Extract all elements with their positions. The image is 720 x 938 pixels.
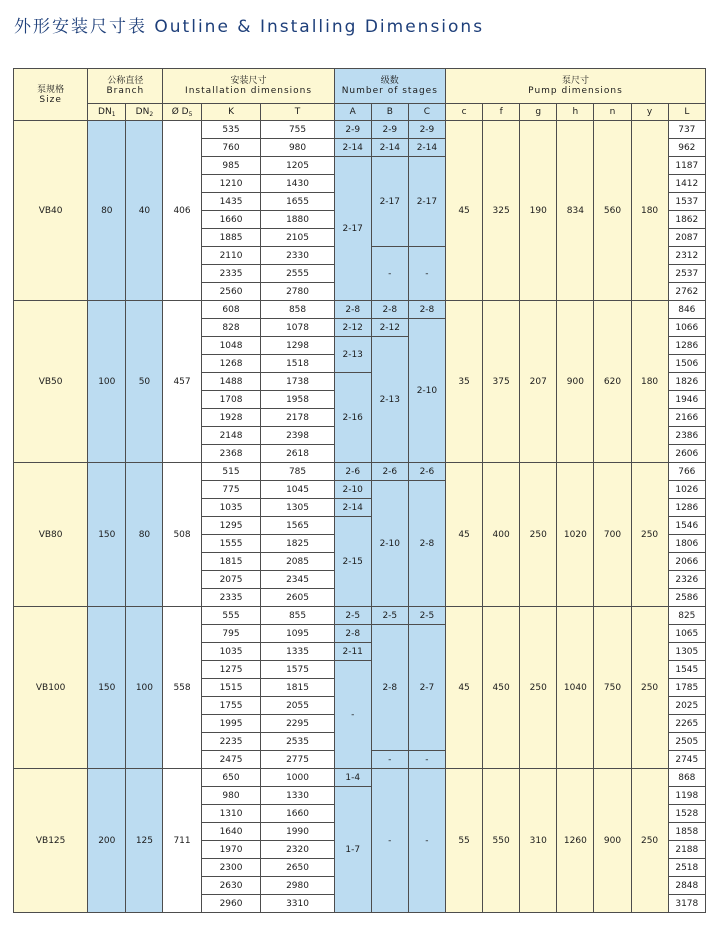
t-cell: 1738 (261, 373, 334, 391)
k-cell: 608 (201, 301, 261, 319)
t-cell: 2398 (261, 427, 334, 445)
l-cell: 2586 (668, 589, 705, 607)
stage-c-cell: - (408, 769, 445, 913)
k-cell: 980 (201, 787, 261, 805)
k-cell: 828 (201, 319, 261, 337)
table-row (14, 301, 706, 319)
l-cell: 1286 (668, 499, 705, 517)
installation-header (163, 69, 334, 104)
t-cell: 1575 (261, 661, 334, 679)
t-header: T (261, 104, 334, 121)
n-cell: 900 (594, 769, 631, 913)
k-cell: 1295 (201, 517, 261, 535)
stage-c-cell: 2-6 (408, 463, 445, 481)
l-cell: 2537 (668, 265, 705, 283)
od-cell: 457 (163, 301, 201, 463)
table-row (14, 607, 706, 625)
c-cell: 45 (445, 607, 482, 769)
stage-c-cell: 2-8 (408, 301, 445, 319)
t-cell: 2618 (261, 445, 334, 463)
l-cell: 962 (668, 139, 705, 157)
stage-a-cell: 2-12 (334, 319, 371, 337)
t-cell: 1000 (261, 769, 334, 787)
stage-a-cell: 2-15 (334, 517, 371, 607)
model-cell: VB50 (14, 301, 88, 463)
k-cell: 1555 (201, 535, 261, 553)
dn2-header (126, 104, 163, 121)
l-cell: 1305 (668, 643, 705, 661)
l-cell: 1862 (668, 211, 705, 229)
l-header: L (668, 104, 705, 121)
stage-a-cell: - (334, 661, 371, 769)
t-cell: 2345 (261, 571, 334, 589)
t-cell: 1958 (261, 391, 334, 409)
k-header: K (201, 104, 261, 121)
l-cell: 1946 (668, 391, 705, 409)
dn2-cell: 40 (126, 121, 163, 301)
t-cell: 2085 (261, 553, 334, 571)
dn1-cell: 150 (88, 607, 126, 769)
t-cell: 2650 (261, 859, 334, 877)
stage-a-cell: 2-16 (334, 373, 371, 463)
f-cell: 375 (483, 301, 520, 463)
g-cell: 207 (520, 301, 557, 463)
branch-header (88, 69, 163, 104)
l-cell: 1066 (668, 319, 705, 337)
l-cell: 2025 (668, 697, 705, 715)
l-cell: 846 (668, 301, 705, 319)
l-cell: 737 (668, 121, 705, 139)
t-cell: 1078 (261, 319, 334, 337)
page-title: 外形安装尺寸表 Outline & Installing Dimensions (14, 17, 485, 37)
size-header-cn: 泵规格 (37, 84, 65, 95)
t-cell: 1518 (261, 355, 334, 373)
t-cell: 1298 (261, 337, 334, 355)
l-cell: 1545 (668, 661, 705, 679)
stage-a-cell: 2-6 (334, 463, 371, 481)
k-cell: 1640 (201, 823, 261, 841)
k-cell: 2075 (201, 571, 261, 589)
t-cell: 1815 (261, 679, 334, 697)
branch-header-en: Branch (106, 86, 145, 96)
l-cell: 2066 (668, 553, 705, 571)
t-cell: 2105 (261, 229, 334, 247)
y-header: y (631, 104, 668, 121)
t-cell: 2320 (261, 841, 334, 859)
k-cell: 1928 (201, 409, 261, 427)
l-cell: 2312 (668, 247, 705, 265)
k-cell: 515 (201, 463, 261, 481)
k-cell: 2148 (201, 427, 261, 445)
dn1-cell: 100 (88, 301, 126, 463)
k-cell: 760 (201, 139, 261, 157)
stage-b-cell: 2-9 (371, 121, 408, 139)
stage-a-cell: 2-11 (334, 643, 371, 661)
stage-b-cell: - (371, 247, 408, 301)
stage-b-cell: 2-12 (371, 319, 408, 337)
dn2-label: DN (135, 107, 150, 117)
k-cell: 650 (201, 769, 261, 787)
od-cell: 406 (163, 121, 201, 301)
dn2-cell: 50 (126, 301, 163, 463)
t-cell: 2330 (261, 247, 334, 265)
k-cell: 1035 (201, 499, 261, 517)
k-cell: 1035 (201, 643, 261, 661)
stage-a-cell: 2-10 (334, 481, 371, 499)
l-cell: 766 (668, 463, 705, 481)
l-cell: 3178 (668, 895, 705, 913)
c-cell: 45 (445, 463, 482, 607)
t-cell: 1825 (261, 535, 334, 553)
n-cell: 620 (594, 301, 631, 463)
k-cell: 795 (201, 625, 261, 643)
od-cell: 711 (163, 769, 201, 913)
l-cell: 1506 (668, 355, 705, 373)
f-cell: 400 (483, 463, 520, 607)
l-cell: 1858 (668, 823, 705, 841)
l-cell: 868 (668, 769, 705, 787)
k-cell: 2630 (201, 877, 261, 895)
k-cell: 1885 (201, 229, 261, 247)
t-cell: 1330 (261, 787, 334, 805)
stage-b-cell: 2-8 (371, 625, 408, 751)
t-cell: 858 (261, 301, 334, 319)
g-cell: 250 (520, 607, 557, 769)
f-cell: 550 (483, 769, 520, 913)
n-cell: 700 (594, 463, 631, 607)
l-cell: 2518 (668, 859, 705, 877)
t-cell: 855 (261, 607, 334, 625)
t-cell: 1205 (261, 157, 334, 175)
t-cell: 1430 (261, 175, 334, 193)
c-stage-header: C (408, 104, 445, 121)
t-cell: 1880 (261, 211, 334, 229)
k-cell: 2335 (201, 265, 261, 283)
l-cell: 1537 (668, 193, 705, 211)
stage-a-cell: 2-8 (334, 625, 371, 643)
stage-b-cell: 2-17 (371, 157, 408, 247)
k-cell: 2368 (201, 445, 261, 463)
stage-c-cell: 2-7 (408, 625, 445, 751)
l-cell: 1806 (668, 535, 705, 553)
k-cell: 2335 (201, 589, 261, 607)
od-label: Ø D (171, 107, 189, 117)
dn1-header (88, 104, 126, 121)
c-cell: 55 (445, 769, 482, 913)
stage-a-cell: 2-17 (334, 157, 371, 301)
t-cell: 755 (261, 121, 334, 139)
k-cell: 1210 (201, 175, 261, 193)
k-cell: 555 (201, 607, 261, 625)
k-cell: 1660 (201, 211, 261, 229)
k-cell: 985 (201, 157, 261, 175)
stage-a-cell: 2-14 (334, 499, 371, 517)
k-cell: 1970 (201, 841, 261, 859)
t-cell: 2780 (261, 283, 334, 301)
y-cell: 250 (631, 463, 668, 607)
k-cell: 2960 (201, 895, 261, 913)
l-cell: 2386 (668, 427, 705, 445)
t-cell: 785 (261, 463, 334, 481)
t-cell: 1660 (261, 805, 334, 823)
b-header: B (371, 104, 408, 121)
stage-b-cell: - (371, 769, 408, 913)
stages-header-cn: 级数 (380, 76, 399, 86)
g-cell: 190 (520, 121, 557, 301)
stage-c-cell: 2-8 (408, 481, 445, 607)
t-cell: 2775 (261, 751, 334, 769)
stage-b-cell: 2-10 (371, 481, 408, 607)
k-cell: 1755 (201, 697, 261, 715)
t-cell: 1045 (261, 481, 334, 499)
h-header: h (557, 104, 594, 121)
model-cell: VB40 (14, 121, 88, 301)
l-cell: 1065 (668, 625, 705, 643)
k-cell: 2235 (201, 733, 261, 751)
h-cell: 834 (557, 121, 594, 301)
table-row (14, 121, 706, 139)
t-cell: 1655 (261, 193, 334, 211)
table-row (14, 463, 706, 481)
l-cell: 1785 (668, 679, 705, 697)
k-cell: 1268 (201, 355, 261, 373)
t-cell: 2535 (261, 733, 334, 751)
c-cell: 35 (445, 301, 482, 463)
l-cell: 2762 (668, 283, 705, 301)
stage-c-cell: - (408, 247, 445, 301)
stage-a-cell: 1-4 (334, 769, 371, 787)
stage-a-cell: 2-13 (334, 337, 371, 373)
header-row-sub (14, 104, 706, 121)
stage-c-cell: 2-17 (408, 157, 445, 247)
dn2-cell: 100 (126, 607, 163, 769)
l-cell: 1528 (668, 805, 705, 823)
t-cell: 2055 (261, 697, 334, 715)
l-cell: 2188 (668, 841, 705, 859)
l-cell: 1286 (668, 337, 705, 355)
dn2-cell: 80 (126, 463, 163, 607)
k-cell: 2475 (201, 751, 261, 769)
dimensions-table (13, 68, 706, 913)
t-cell: 2980 (261, 877, 334, 895)
t-cell: 1095 (261, 625, 334, 643)
h-cell: 1040 (557, 607, 594, 769)
dn1-subscript: 1 (111, 111, 116, 118)
l-cell: 2326 (668, 571, 705, 589)
stage-c-cell: 2-10 (408, 319, 445, 463)
n-cell: 750 (594, 607, 631, 769)
l-cell: 2505 (668, 733, 705, 751)
y-cell: 180 (631, 121, 668, 301)
od-cell: 508 (163, 463, 201, 607)
l-cell: 1187 (668, 157, 705, 175)
h-cell: 1260 (557, 769, 594, 913)
stage-a-cell: 1-7 (334, 787, 371, 913)
c-header: c (445, 104, 482, 121)
stage-a-cell: 2-8 (334, 301, 371, 319)
stage-b-cell: 2-6 (371, 463, 408, 481)
f-header: f (483, 104, 520, 121)
t-cell: 2605 (261, 589, 334, 607)
table-row (14, 769, 706, 787)
t-cell: 980 (261, 139, 334, 157)
od-subscript: 5 (188, 111, 193, 118)
k-cell: 1435 (201, 193, 261, 211)
t-cell: 3310 (261, 895, 334, 913)
k-cell: 1488 (201, 373, 261, 391)
k-cell: 1515 (201, 679, 261, 697)
k-cell: 775 (201, 481, 261, 499)
k-cell: 1815 (201, 553, 261, 571)
k-cell: 2110 (201, 247, 261, 265)
n-cell: 560 (594, 121, 631, 301)
header-row-top (14, 69, 706, 104)
dn2-cell: 125 (126, 769, 163, 913)
y-cell: 250 (631, 769, 668, 913)
t-cell: 1335 (261, 643, 334, 661)
l-cell: 2848 (668, 877, 705, 895)
model-cell: VB100 (14, 607, 88, 769)
a-header: A (334, 104, 371, 121)
f-cell: 450 (483, 607, 520, 769)
y-cell: 180 (631, 301, 668, 463)
g-header: g (520, 104, 557, 121)
t-cell: 1565 (261, 517, 334, 535)
dn1-label: DN (98, 107, 112, 117)
stage-b-cell: 2-8 (371, 301, 408, 319)
stage-c-cell: 2-9 (408, 121, 445, 139)
stages-header (334, 69, 445, 104)
l-cell: 1826 (668, 373, 705, 391)
stage-a-cell: 2-5 (334, 607, 371, 625)
k-cell: 1995 (201, 715, 261, 733)
l-cell: 2087 (668, 229, 705, 247)
k-cell: 2300 (201, 859, 261, 877)
t-cell: 2295 (261, 715, 334, 733)
k-cell: 2560 (201, 283, 261, 301)
y-cell: 250 (631, 607, 668, 769)
l-cell: 2606 (668, 445, 705, 463)
l-cell: 825 (668, 607, 705, 625)
h-cell: 1020 (557, 463, 594, 607)
od-header (163, 104, 201, 121)
stage-c-cell: 2-14 (408, 139, 445, 157)
size-header (14, 69, 88, 121)
stage-c-cell: - (408, 751, 445, 769)
l-cell: 2265 (668, 715, 705, 733)
k-cell: 1708 (201, 391, 261, 409)
n-header: n (594, 104, 631, 121)
t-cell: 1990 (261, 823, 334, 841)
t-cell: 1305 (261, 499, 334, 517)
dn1-cell: 150 (88, 463, 126, 607)
g-cell: 250 (520, 463, 557, 607)
branch-header-cn: 公称直径 (107, 76, 144, 86)
t-cell: 2555 (261, 265, 334, 283)
pump-header (445, 69, 705, 104)
h-cell: 900 (557, 301, 594, 463)
size-header-en: Size (39, 94, 62, 105)
l-cell: 2745 (668, 751, 705, 769)
model-cell: VB80 (14, 463, 88, 607)
dn1-cell: 80 (88, 121, 126, 301)
pump-header-en: Pump dimensions (528, 86, 623, 96)
f-cell: 325 (483, 121, 520, 301)
pump-header-cn: 泵尺寸 (561, 76, 589, 86)
od-cell: 558 (163, 607, 201, 769)
t-cell: 2178 (261, 409, 334, 427)
stage-b-cell: - (371, 751, 408, 769)
k-cell: 535 (201, 121, 261, 139)
g-cell: 310 (520, 769, 557, 913)
stage-b-cell: 2-5 (371, 607, 408, 625)
c-cell: 45 (445, 121, 482, 301)
installation-header-en: Installation dimensions (185, 86, 313, 96)
stage-b-cell: 2-13 (371, 337, 408, 463)
l-cell: 1412 (668, 175, 705, 193)
l-cell: 1198 (668, 787, 705, 805)
stage-a-cell: 2-14 (334, 139, 371, 157)
model-cell: VB125 (14, 769, 88, 913)
stage-b-cell: 2-14 (371, 139, 408, 157)
l-cell: 1026 (668, 481, 705, 499)
k-cell: 1310 (201, 805, 261, 823)
k-cell: 1275 (201, 661, 261, 679)
stage-c-cell: 2-5 (408, 607, 445, 625)
installation-header-cn: 安装尺寸 (230, 76, 267, 86)
l-cell: 1546 (668, 517, 705, 535)
dn1-cell: 200 (88, 769, 126, 913)
k-cell: 1048 (201, 337, 261, 355)
stage-a-cell: 2-9 (334, 121, 371, 139)
stages-header-en: Number of stages (341, 86, 438, 96)
l-cell: 2166 (668, 409, 705, 427)
dn2-subscript: 2 (149, 111, 154, 118)
